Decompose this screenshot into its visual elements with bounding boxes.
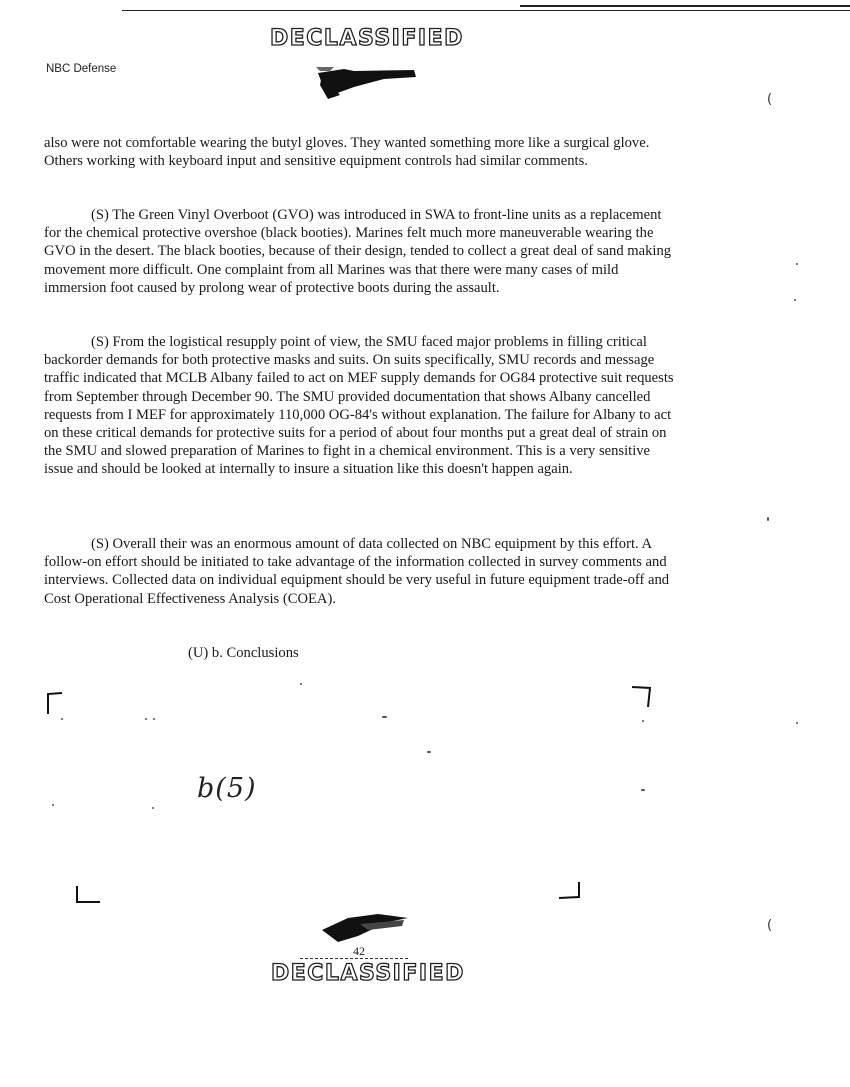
- scan-speck: [382, 716, 387, 718]
- redaction-mark-bottom: [318, 908, 414, 946]
- scan-speck: [300, 683, 302, 685]
- bracket-top-right: [630, 683, 654, 709]
- scan-speck: [153, 718, 155, 720]
- conclusions-heading: (U) b. Conclusions: [188, 645, 299, 661]
- paragraph-1: also were not comfortable wearing the butyl gloves. They wanted something more like a surgical glove. Others working with keyboard input and sensitive equipment controls had similar comments.: [44, 135, 650, 170]
- paragraph-gvo: (S) The Green Vinyl Overboot (GVO) was introduced in SWA to front-line units as a replacement for the chemical protective overshoe (black booties). Marines felt much more maneuverable wearing the GVO in the desert. The black booties, because of their design, tended to collect a great deal of sand making movement more difficult. One complaint from all Marines was that there were many cases of mild immersion foot caused by prolong wear of protective boots during the assault.: [44, 207, 672, 296]
- bracket-top-left: [44, 690, 64, 716]
- scan-speck: [642, 720, 644, 722]
- scan-speck: [796, 722, 798, 724]
- top-rule: [122, 10, 850, 11]
- scan-speck: [641, 789, 645, 791]
- paragraph-logistics: (S) From the logistical resupply point of view, the SMU faced major problems in filling critical backorder demands for both protective masks and suits. On suits specifically, SMU records and message traffic indicated that MCLB Albany failed to act on MEF supply demands for OG84 protective suit requests from September through December 90. The SMU provided documentation that shows Albany cancelled requests from I MEF for approximately 110,000 OG-84's without explanation. The failure for Albany to act on these critical demands for protective suits for a period of about four months put a great deal of strain on the SMU and slowed preparation of Marines to fight in a chemical environment. This is a very sensitive issue and should be looked at internally to insure a situation like this doesn't happen again.: [44, 334, 674, 478]
- scan-speck: [796, 263, 798, 265]
- scan-speck: [52, 804, 54, 806]
- paragraph-overall: (S) Overall their was an enormous amount of data collected on NBC equipment by this effort. A follow-on effort should be initiated to take advantage of the information collected in survey comments and interviews. Collected data on individual equipment should be very useful in future equipment trade-off and Cost Operational Effectiveness Analysis (COEA).: [44, 536, 670, 607]
- declassified-stamp-bottom: DECLASSIFIED: [271, 961, 465, 986]
- bracket-bottom-left: [72, 884, 102, 906]
- scan-speck: [152, 807, 154, 809]
- margin-paren-1: (: [767, 92, 773, 107]
- declassified-stamp-top: DECLASSIFIED: [270, 26, 464, 51]
- scan-speck: [427, 751, 431, 753]
- page-number-dashes: [300, 958, 408, 959]
- margin-paren-2: (: [767, 918, 773, 933]
- handwritten-exemption-note: b(5): [197, 773, 257, 804]
- scan-speck: [767, 517, 769, 521]
- scan-speck: [145, 718, 147, 720]
- scan-speck: [794, 299, 796, 301]
- bracket-bottom-right: [556, 880, 586, 902]
- scan-speck: [61, 718, 63, 720]
- redaction-mark-top: [314, 65, 418, 105]
- section-header: NBC Defense: [46, 63, 117, 75]
- page-number: 42: [353, 944, 365, 958]
- top-rule-right: [520, 5, 850, 7]
